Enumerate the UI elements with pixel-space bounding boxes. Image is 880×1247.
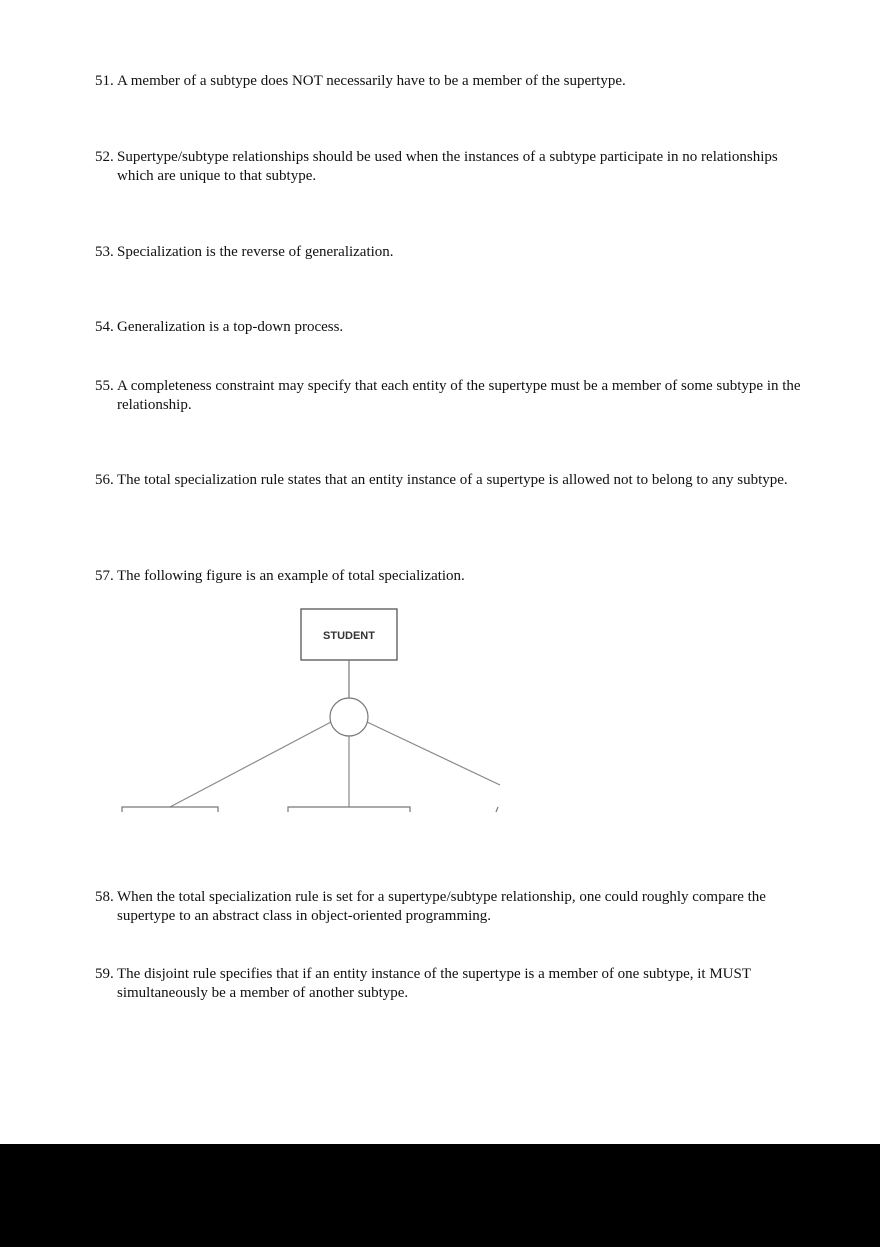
specialization-circle <box>330 698 368 736</box>
question-number: 57. <box>95 568 114 584</box>
question-number: 53. <box>95 244 114 260</box>
subtype-box-left-edge <box>122 807 218 812</box>
subtype-box-right-edge <box>496 807 498 812</box>
question-text: Supertype/subtype relationships should be used when the instances of a subtype participate in no relationships which are unique to that subtype. <box>117 149 778 184</box>
subtype-box-middle-edge <box>288 807 410 812</box>
question-number: 56. <box>95 472 114 488</box>
question-56 <box>95 471 815 490</box>
question-58 <box>95 888 815 926</box>
question-text: Specialization is the reverse of generalization. <box>117 244 394 260</box>
question-text: The following figure is an example of total specialization. <box>117 568 465 584</box>
question-number: 52. <box>95 149 114 165</box>
question-text: The disjoint rule specifies that if an entity instance of the supertype is a member of one subtype, it MUST simultaneously be a member of another subtype. <box>117 966 751 1001</box>
question-number: 55. <box>95 378 114 394</box>
question-text: The total specialization rule states that an entity instance of a supertype is allowed not to belong to any subtype. <box>117 472 788 488</box>
question-text: Generalization is a top-down process. <box>117 319 344 335</box>
question-number: 51. <box>95 73 114 89</box>
question-53 <box>95 243 815 262</box>
question-54 <box>95 318 815 337</box>
question-51 <box>95 72 815 91</box>
question-text: A completeness constraint may specify that each entity of the supertype must be a member of some subtype in the relationship. <box>117 378 801 413</box>
page-bottom-band <box>0 1144 880 1247</box>
question-55 <box>95 377 815 415</box>
er-diagram <box>110 600 510 815</box>
question-59 <box>95 965 815 1003</box>
specialization-figure <box>110 600 510 815</box>
question-number: 58. <box>95 889 114 905</box>
question-number: 54. <box>95 319 114 335</box>
question-number: 59. <box>95 966 114 982</box>
question-57 <box>95 567 815 586</box>
supertype-label: STUDENT <box>323 630 375 642</box>
question-text: When the total specialization rule is set for a supertype/subtype relationship, one could roughly compare the supertype to an abstract class in object-oriented programming. <box>117 889 766 924</box>
question-52 <box>95 148 815 186</box>
question-text: A member of a subtype does NOT necessarily have to be a member of the supertype. <box>117 73 626 89</box>
